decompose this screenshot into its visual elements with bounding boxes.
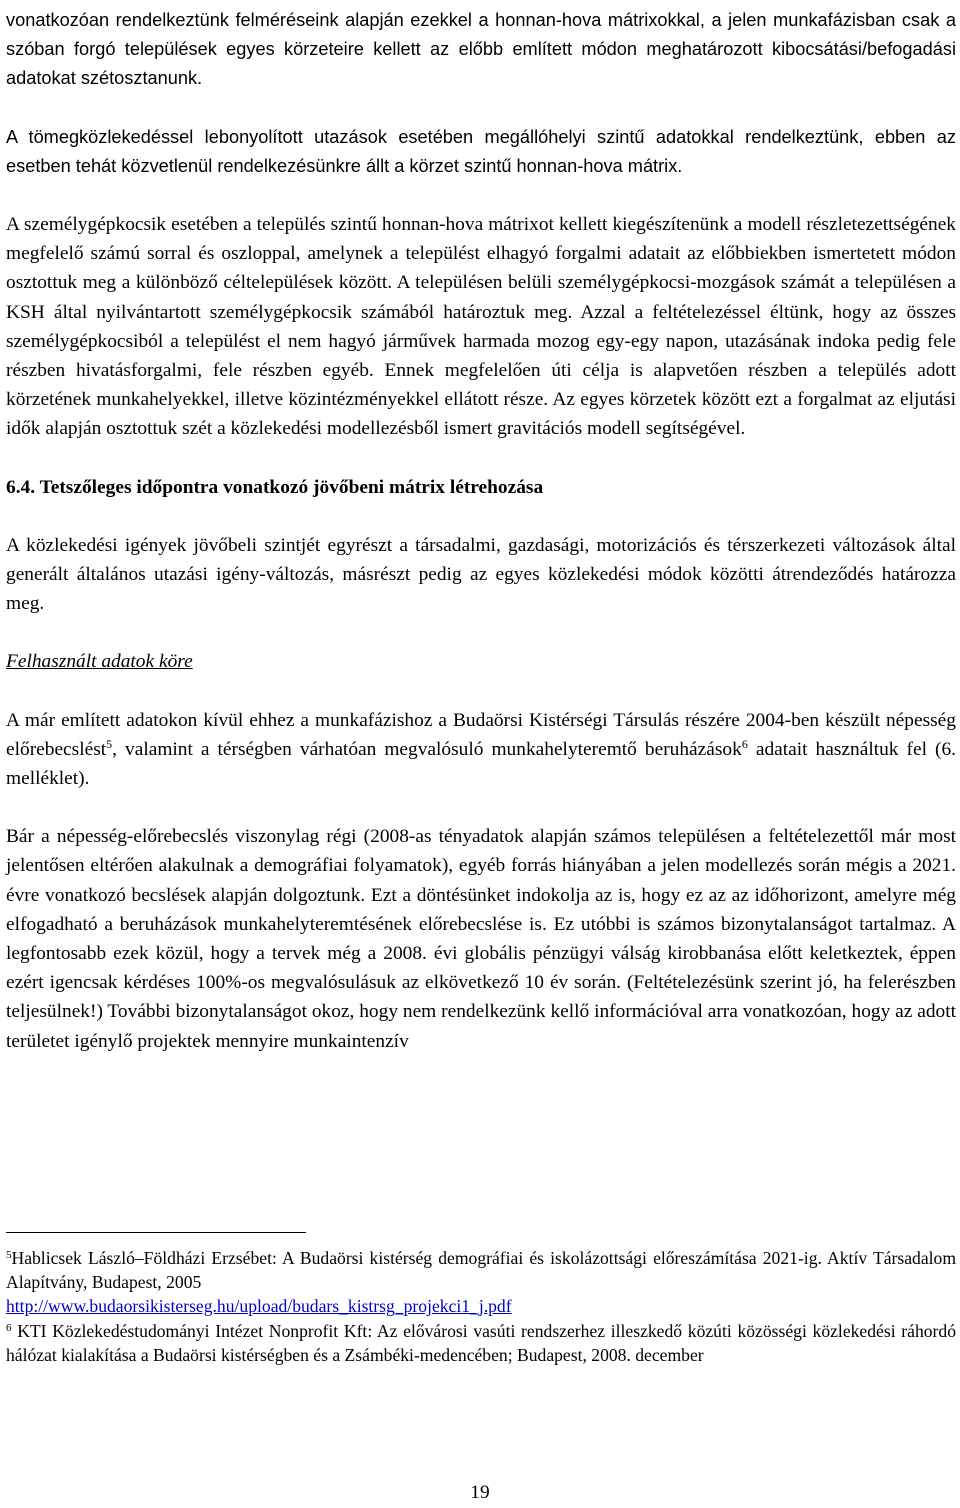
paragraph-passenger-cars: A személygépkocsik esetében a település szintű honnan-hova mátrixot kellett kiegészítenünk a modell részletezettségének megfelelő számú sorral és oszloppal, amelynek a települést elhagyó forgalmi adatait az előbbiekben ismertetett módon osztottuk meg a különböző céltelepülések között. A településen belüli személygépkocsi-mozgások számát a településen a KSH által nyilvántartott személygépkocsik számából határoztuk meg. Azzal a feltételezéssel éltünk, hogy az összes személygépkocsiból a települést el nem hagyó járművek harmada mozog egy-egy napon, utazásának indoka pedig fele részben hivatásforgalmi, fele részben egyéb. Ennek megfelelően úti célja is alapvetően részben a település adott körzetének munkahelyekkel, illetve közintézményekkel ellátott része. Az egyes körzetek között ezt a forgalmat az eljutási idők alapján osztottuk szét a közlekedési modellezésből ismert gravitációs modell segítségével. xyxy=(6,214,956,440)
footnote-5-link[interactable]: http://www.budaorsikisterseg.hu/upload/budars_kistrsg_projekci1_j.pdf xyxy=(6,1296,512,1317)
footnote-5-text: Hablicsek László–Földházi Erzsébet: A Budaörsi kistérség demográfiai és iskolázottsági előreszámítása 2021-ig. Aktív Társadalom Alapítvány, Budapest, 2005 xyxy=(6,1248,956,1293)
paragraph-data-sources-part-b: , valamint a térségben várhatóan megvalósuló munkahelyteremtő beruházások xyxy=(112,738,742,760)
document-body xyxy=(6,6,956,1056)
paragraph-public-transport: A tömegközlekedéssel lebonyolított utazások esetében megállóhelyi szintű adatokkal rendelkeztünk, ebben az esetben tehát közvetlenül rendelkezésünkre állt a körzet szintű honnan-hova mátrix. xyxy=(6,126,956,176)
footnote-6 xyxy=(6,1319,956,1367)
footnote-ref-6[interactable]: 6 xyxy=(741,736,748,751)
section-title: Tetszőleges időpontra vonatkozó jövőbeni mátrix létrehozása xyxy=(39,476,544,498)
footnote-5 xyxy=(6,1246,956,1319)
footnote-6-mark: 6 xyxy=(6,1321,12,1334)
paragraph-continuation: vonatkozóan rendelkeztünk felméréseink alapján ezekkel a honnan-hova mátrixokkal, a jelen munkafázisban csak a szóban forgó települések egyes körzeteire kellett az előbb említett módon meghatározott kibocsátási/befogadási adatokat szétosztanunk. xyxy=(6,10,956,89)
subheading-data-scope: Felhasznált adatok köre xyxy=(6,651,193,673)
section-number: 6.4. xyxy=(6,476,36,498)
paragraph-data-sources-part-c: adatait használtuk fel (6. melléklet). xyxy=(6,738,956,790)
paragraph-forecast-uncertainty: Bár a népesség-előrebecslés viszonylag régi (2008-as tényadatok alapján számos településen a feltételezettől már most jelentősen eltérően alakulnak a demográfiai folyamatok), egyéb forrás hiányában a jelen modellezés során mégis a 2021. évre vonatkozó becslések alapján dolgoztunk. Ezt a döntésünket indokolja az is, hogy ez az az időhorizont, amelyre még elfogadható a beruházások munkahelyteremtésének előrebecslése is. Ez utóbbi is számos bizonytalanságot tartalmaz. A legfontosabb ezek közül, hogy a tervek még a 2008. évi globális pénzügyi válság kirobbanása előtt keletkeztek, éppen ezért igencsak kérdéses 100%-os megvalósulásuk az elkövetkező 10 év során. (Feltételezésünk szerint jó, ha felerészben teljesülnek!) További bizonytalanságot okoz, hogy nem rendelkezünk kellő információval arra vonatkozóan, hogy az adott területet igénylő projektek mennyire munkaintenzív xyxy=(6,826,956,1052)
page-number: 19 xyxy=(470,1482,490,1503)
footnote-divider xyxy=(6,1232,306,1233)
footnote-ref-5[interactable]: 5 xyxy=(106,736,113,751)
section-heading xyxy=(6,473,956,502)
footnotes xyxy=(6,1246,956,1367)
paragraph-future-demand: A közlekedési igények jövőbeli szintjét egyrészt a társadalmi, gazdasági, motorizációs és térszerkezeti változások által generált általános utazási igény-változás, másrészt pedig az egyes közlekedési módok közötti átrendeződés határozza meg. xyxy=(6,534,956,615)
paragraph-data-sources-part-a: A már említett adatokon kívül ehhez a munkafázishoz a Budaörsi Kistérségi Társulás részére 2004-ben készült népesség előrebecslést xyxy=(6,709,956,760)
footnote-6-text: KTI Közlekedéstudományi Intézet Nonprofit Kft: Az elővárosi vasúti rendszerhez illeszkedő közúti közösségi közlekedési ráhordó hálózat kialakítása a Budaörsi kistérségben és a Zsámbéki-medencében; Budapest, 2008. december xyxy=(6,1320,956,1365)
paragraph-data-sources xyxy=(6,706,956,794)
footnote-5-mark: 5 xyxy=(6,1249,12,1261)
